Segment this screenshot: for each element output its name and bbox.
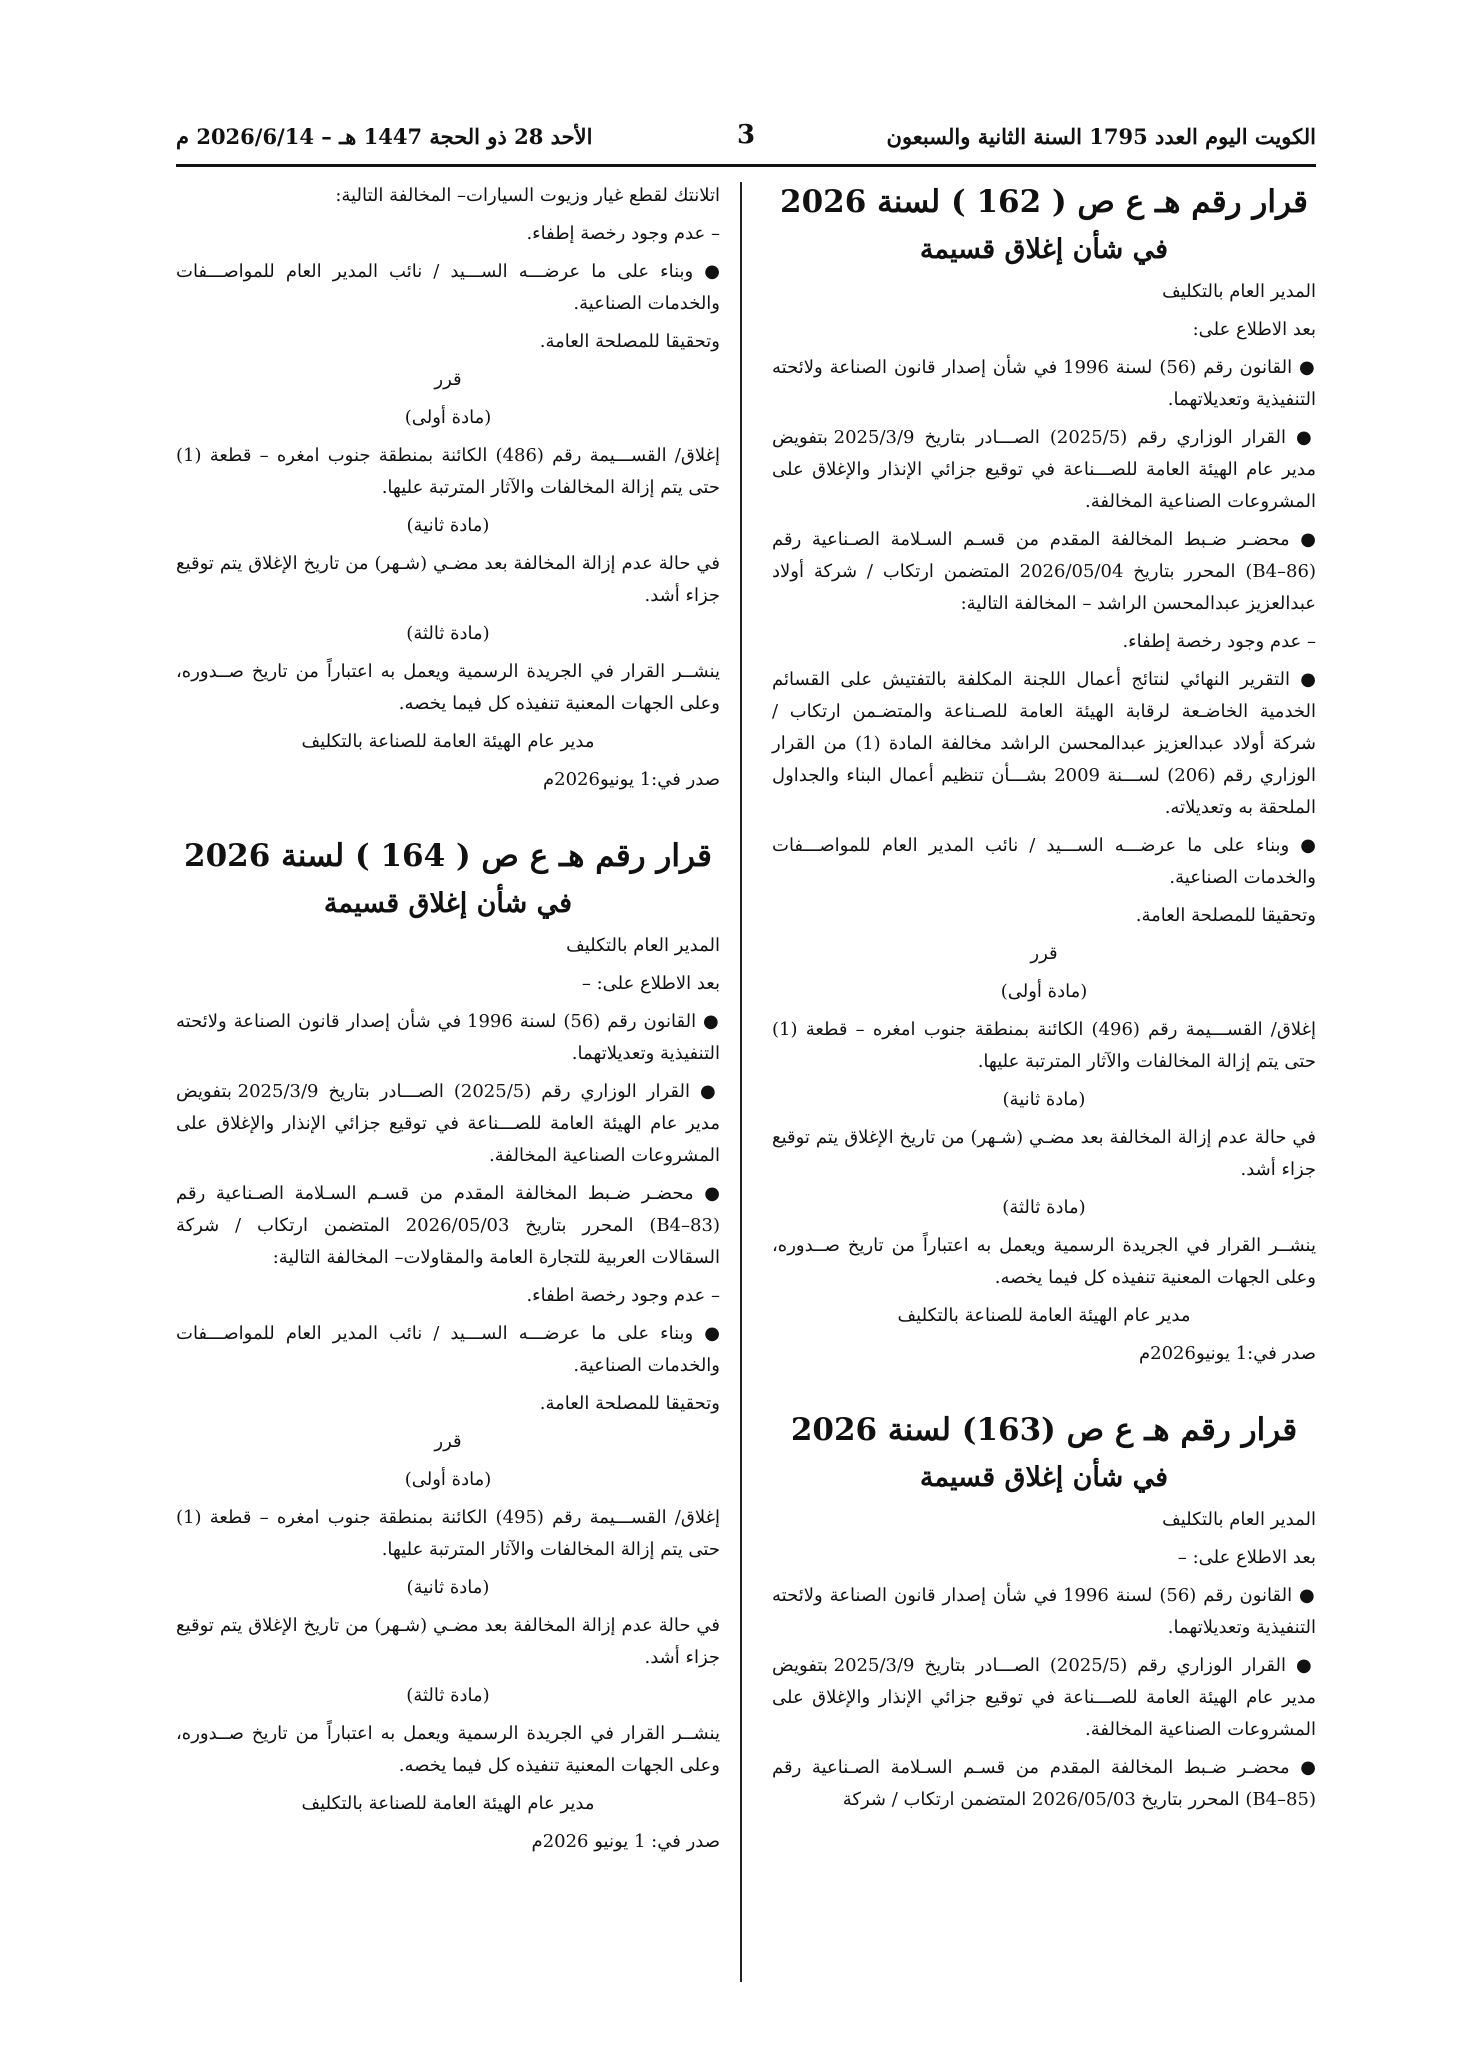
paragraph: بعد الاطلاع على: [1192, 319, 1316, 340]
paragraph: المدير العام بالتكليف [1162, 1509, 1316, 1530]
paragraph: ● محضـر ضـبط المخالفة المقدم من قسـم السـلامة الصـناعية رقم (B4–86) المحرر بتاريخ 2026/05/04 المتضمن ارتكاب / شركة أولاد عبدالعزيز عبدالمحسن الراشد – المخالفة التالية: [772, 529, 1316, 614]
paragraph: بعد الاطلاع على: – [581, 973, 720, 994]
header-date: الأحد 28 ذو الحجة 1447 هـ – 2026/6/14 م [176, 124, 593, 149]
paragraph: ينشــر القرار في الجريدة الرسمية ويعمل به اعتباراً من تاريخ صــدوره، وعلى الجهات المعنية تنفيذه كل فيما يخصه. [176, 1723, 720, 1776]
left-column [176, 180, 720, 1864]
column-divider [740, 182, 742, 1982]
paragraph: ● التقرير النهائي لنتائج أعمال اللجنة المكلفة بالتفتيش على القسائم الخدمية الخاضـعة لرقابة الهيئة العامة للصـناعة والمتضـمن ارتكاب / شركة أولاد عبدالعزيز عبدالمحسن الراشد مخالفة المادة (1) من القرار الوزاري رقم (206) لســـنة 2009 بشـــأن تنظيم أعمال البناء والجداول الملحقة به وتعديلاته. [772, 669, 1316, 818]
paragraph: صدر في:1 يونيو2026م [542, 769, 720, 790]
paragraph: – عدم وجود رخصة إطفاء. [1122, 631, 1316, 652]
paragraph: ● القرار الوزاري رقم (2025/5) الصـــادر بتاريخ 2025/3/9 بتفويض مدير عام الهيئة العامة للصـــناعة في توقيع جزائي الإنذار والإغلاق على المشروعات الصناعية المخالفة. [176, 1081, 721, 1166]
paragraph: المدير العام بالتكليف [566, 935, 720, 956]
paragraph: (مادة ثالثة) [406, 1685, 490, 1706]
page-number: 3 [736, 120, 756, 150]
paragraph: في حالة عدم إزالة المخالفة بعد مضـي (شـهر) من تاريخ الإغلاق يتم توقيع جزاء أشد. [772, 1127, 1316, 1180]
paragraph: في حالة عدم إزالة المخالفة بعد مضـي (شـهر) من تاريخ الإغلاق يتم توقيع جزاء أشد. [176, 553, 720, 606]
header-issue-info: الكويت اليوم العدد 1795 السنة الثانية والسبعون [886, 124, 1316, 149]
decision-subtitle: في شأن إغلاق قسيمة [919, 234, 1169, 265]
paragraph: إغلاق/ القســـيمة رقم (496) الكائنة بمنطقة جنوب امغره – قطعة (1) حتى يتم إزالة المخالفات والآثار المترتبة عليها. [772, 1019, 1316, 1072]
paragraph: (مادة ثانية) [406, 515, 490, 536]
paragraph: مدير عام الهيئة العامة للصناعة بالتكليف [301, 1793, 595, 1814]
decision-title: قرار رقم هـ ع ص ( 164 ) لسنة 2026 [184, 838, 712, 874]
paragraph: إغلاق/ القســـيمة رقم (486) الكائنة بمنطقة جنوب امغره – قطعة (1) حتى يتم إزالة المخالفات والآثار المترتبة عليها. [176, 445, 720, 498]
paragraph: ● وبناء على ما عرضـــه الســـيد / نائب المدير العام للمواصـــفات والخدمات الصناعية. [176, 1323, 720, 1376]
paragraph: اتلانتك لقطع غيار وزيوت السيارات– المخالفة التالية: [335, 185, 720, 206]
paragraph: (مادة أولى) [1000, 981, 1088, 1002]
paragraph: وتحقيقا للمصلحة العامة. [1135, 905, 1316, 926]
paragraph: ● القرار الوزاري رقم (2025/5) الصـــادر بتاريخ 2025/3/9 بتفويض مدير عام الهيئة العامة للصـــناعة في توقيع جزائي الإنذار والإغلاق على المشروعات الصناعية المخالفة. [772, 1655, 1317, 1740]
header-rule [176, 164, 1316, 167]
paragraph: إغلاق/ القســـيمة رقم (495) الكائنة بمنطقة جنوب امغره – قطعة (1) حتى يتم إزالة المخالفات والآثار المترتبة عليها. [176, 1507, 720, 1560]
paragraph: – عدم وجود رخصة اطفاء. [526, 1285, 720, 1306]
paragraph: ● وبناء على ما عرضـــه الســـيد / نائب المدير العام للمواصـــفات والخدمات الصناعية. [176, 261, 720, 314]
decision-title: قرار رقم هـ ع ص (163) لسنة 2026 [790, 1412, 1298, 1448]
paragraph: صدر في: 1 يونيو 2026م [531, 1831, 720, 1852]
paragraph: (مادة أولى) [404, 1469, 492, 1490]
paragraph: قرر [1030, 943, 1058, 964]
paragraph: ينشــر القرار في الجريدة الرسمية ويعمل به اعتباراً من تاريخ صــدوره، وعلى الجهات المعنية تنفيذه كل فيما يخصه. [772, 1235, 1316, 1288]
paragraph: وتحقيقا للمصلحة العامة. [539, 331, 720, 352]
paragraph: وتحقيقا للمصلحة العامة. [539, 1393, 720, 1414]
paragraph: (مادة ثانية) [406, 1577, 490, 1598]
right-column [772, 180, 1316, 1822]
paragraph: – عدم وجود رخصة إطفاء. [526, 223, 720, 244]
paragraph: صدر في:1 يونيو2026م [1138, 1343, 1316, 1364]
paragraph: ● وبناء على ما عرضـــه الســـيد / نائب المدير العام للمواصـــفات والخدمات الصناعية. [772, 835, 1316, 888]
paragraph: مدير عام الهيئة العامة للصناعة بالتكليف [897, 1305, 1191, 1326]
paragraph: (مادة ثالثة) [406, 623, 490, 644]
paragraph [772, 1376, 1316, 1402]
paragraph: ● محضـر ضـبط المخالفة المقدم من قسـم السـلامة الصـناعية رقم (B4–85) المحرر بتاريخ 2026/05/03 المتضمن ارتكاب / شركة [772, 1757, 1316, 1810]
paragraph: ● القانون رقم (56) لسنة 1996 في شأن إصدار قانون الصناعة ولائحته التنفيذية وتعديلاتهما. [176, 1011, 721, 1064]
decision-subtitle: في شأن إغلاق قسيمة [919, 1462, 1169, 1493]
paragraph: (مادة ثانية) [1002, 1089, 1086, 1110]
paragraph: قرر [434, 369, 462, 390]
paragraph: المدير العام بالتكليف [1162, 281, 1316, 302]
paragraph [176, 802, 720, 828]
decision-subtitle: في شأن إغلاق قسيمة [323, 888, 573, 919]
paragraph: (مادة أولى) [404, 407, 492, 428]
decision-title: قرار رقم هـ ع ص ( 162 ) لسنة 2026 [780, 184, 1308, 220]
page-header [176, 120, 1316, 160]
paragraph: ● القانون رقم (56) لسنة 1996 في شأن إصدار قانون الصناعة ولائحته التنفيذية وتعديلاتهما. [772, 1585, 1317, 1638]
paragraph: قرر [434, 1431, 462, 1452]
paragraph: مدير عام الهيئة العامة للصناعة بالتكليف [301, 731, 595, 752]
paragraph: ● القانون رقم (56) لسنة 1996 في شأن إصدار قانون الصناعة ولائحته التنفيذية وتعديلاتهما. [772, 357, 1317, 410]
paragraph: ينشــر القرار في الجريدة الرسمية ويعمل به اعتباراً من تاريخ صــدوره، وعلى الجهات المعنية تنفيذه كل فيما يخصه. [176, 661, 720, 714]
paragraph: بعد الاطلاع على: – [1177, 1547, 1316, 1568]
paragraph: في حالة عدم إزالة المخالفة بعد مضـي (شـهر) من تاريخ الإغلاق يتم توقيع جزاء أشد. [176, 1615, 720, 1668]
paragraph: ● محضـر ضـبط المخالفة المقدم من قسـم السـلامة الصـناعية رقم (B4–83) المحرر بتاريخ 2026/05/03 المتضمن ارتكاب / شركة السقالات العربية للتجارة العامة والمقاولات– المخالفة التالية: [176, 1183, 720, 1268]
paragraph: ● القرار الوزاري رقم (2025/5) الصـــادر بتاريخ 2025/3/9 بتفويض مدير عام الهيئة العامة للصـــناعة في توقيع جزائي الإنذار والإغلاق على المشروعات الصناعية المخالفة. [772, 427, 1317, 512]
paragraph: (مادة ثالثة) [1002, 1197, 1086, 1218]
